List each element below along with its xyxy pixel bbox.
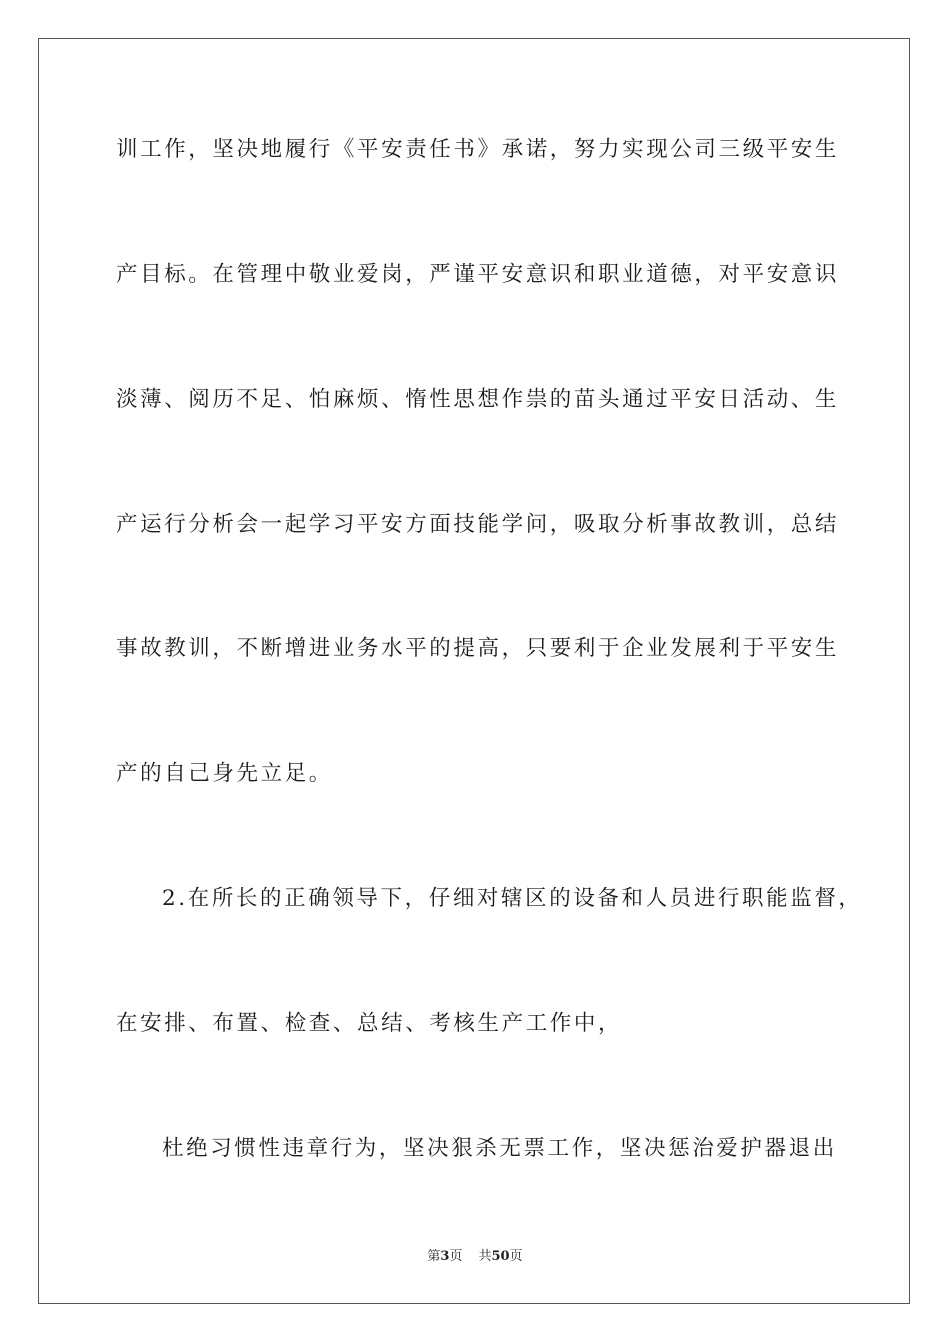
body-text-line-2: 产目标。在管理中敬业爱岗，严谨平安意识和职业道德，对平安意识 [116, 262, 840, 287]
body-text-line-4: 产运行分析会一起学习平安方面技能学问，吸取分析事故教训，总结 [116, 512, 840, 537]
body-text-line-1: 训工作，坚决地履行《平安责任书》承诺，努力实现公司三级平安生 [116, 137, 840, 162]
page-footer [0, 1248, 950, 1266]
body-text-line-5: 事故教训，不断增进业务水平的提高，只要利于企业发展利于平安生 [116, 636, 840, 661]
current-page-number: 3 [440, 1249, 450, 1264]
body-text-line-9: 杜绝习惯性违章行为，坚决狠杀无票工作，坚决惩治爱护器退出 [162, 1136, 837, 1161]
page-prefix: 第 [427, 1249, 441, 1264]
total-prefix: 共 [478, 1249, 492, 1264]
body-text-line-7: 2.在所长的正确领导下，仔细对辖区的设备和人员进行职能监督， [162, 886, 863, 911]
page-suffix: 页 [449, 1249, 463, 1264]
page-border [38, 38, 910, 1304]
total-suffix: 页 [509, 1249, 523, 1264]
total-pages-number: 50 [491, 1249, 510, 1264]
body-text-line-6: 产的自己身先立足。 [116, 761, 333, 786]
body-text-line-8: 在安排、布置、检查、总结、考核生产工作中， [116, 1011, 623, 1036]
body-text-line-3: 淡薄、阅历不足、怕麻烦、惰性思想作祟的苗头通过平安日活动、生 [116, 387, 840, 412]
